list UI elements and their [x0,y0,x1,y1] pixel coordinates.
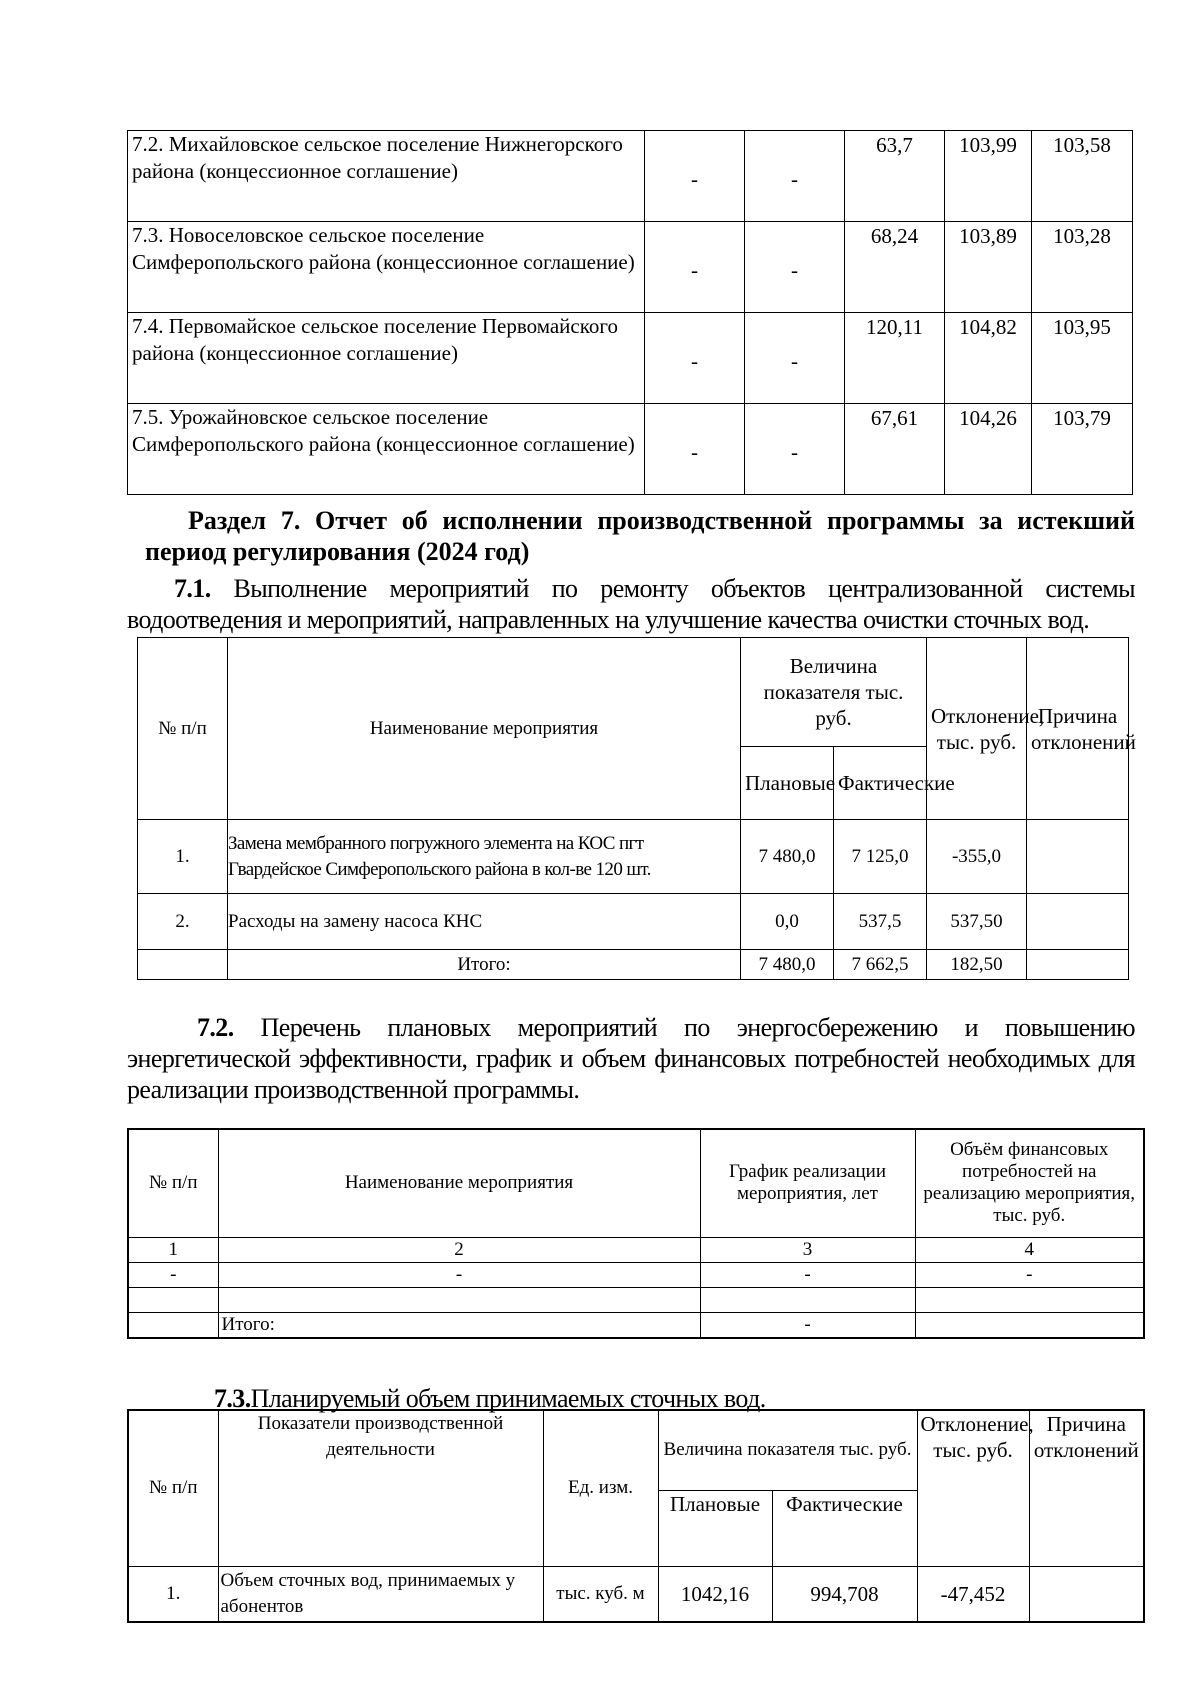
paragraph-7-2 [127,1012,1135,1105]
header-reason: Причина отклонений [1027,638,1129,820]
header-unit: Ед. изм. [543,1410,658,1566]
total-label: Итого: [218,1312,700,1338]
paragraph-7-1-line2: водоотведения и мероприятий, направленных на улучшение качества очистки сточных вод. [127,605,1090,634]
header-plan: Плановые [741,747,834,820]
row-deviation: -355,0 [927,820,1027,894]
header-reason: Причина отклонений [1029,1410,1144,1566]
cell [915,1312,1144,1338]
row-reason [1027,894,1129,950]
total-num [138,950,228,980]
header-indicator: Показатели производственной деятельности [218,1410,543,1566]
concession-table [127,130,1133,495]
cell: - [128,1262,218,1287]
row-plan: 7 480,0 [741,820,834,894]
row-deviation: 537,50 [927,894,1027,950]
table-row [138,820,1129,894]
cell: 120,11 [845,313,945,404]
paragraph-7-1 [127,573,1135,635]
row-plan: 1042,16 [658,1566,772,1622]
cell: - [645,404,745,495]
row-name: Замена мембранного погружного элемента на КОС пгт Гвардейское Симферопольского района в кол-ве 120 шт. [228,820,741,894]
header-deviation: Отклонение, тыс. руб. [927,638,1027,820]
row-unit: тыс. куб. м [543,1566,658,1622]
row-fact: 537,5 [834,894,927,950]
table-header-row [128,1410,1144,1490]
cell: 63,7 [845,131,945,222]
cell: - [645,222,745,313]
header-num: № п/п [128,1410,218,1566]
table-colnum-row [128,1237,1144,1262]
paragraph-7-2-line1 [127,1012,1135,1043]
table-header-row [128,1129,1144,1237]
cell: - [745,404,845,495]
table-total-row [138,950,1129,980]
col-num: 3 [700,1237,915,1262]
repair-measures-table [137,637,1136,980]
col-num: 1 [128,1237,218,1262]
header-value: Величина показателя тыс. руб. [658,1410,917,1490]
paragraph-text: Перечень плановых мероприятий по энергосбережению и повышению [260,1013,1136,1042]
row-reason [1029,1566,1144,1622]
paragraph-text: Планируемый объем принимаемых сточных вод. [250,1384,766,1413]
cell: 103,79 [1032,404,1133,495]
table-header-row [138,638,1129,747]
settlement-name: 7.5. Урожайновское сельское поселение Симферопольского района (концессионное соглашение) [128,404,645,495]
header-volume: Объём финансовых потребностей на реализацию мероприятия, тыс. руб. [915,1129,1144,1237]
row-name: Расходы на замену насоса КНС [228,894,741,950]
row-fact: 994,708 [772,1566,917,1622]
cell [128,1287,218,1312]
table-row [128,1262,1144,1287]
energy-saving-table [127,1128,1145,1339]
cell: 103,95 [1032,313,1133,404]
settlement-name: 7.2. Михайловское сельское поселение Нижнегорского района (концессионное соглашение) [128,131,645,222]
total-deviation: 182,50 [927,950,1027,980]
paragraph-number: 7.3. [214,1384,251,1413]
table-row [128,1287,1144,1312]
row-reason [1027,820,1129,894]
paragraph-7-1-line1 [127,573,1135,604]
cell: 103,99 [945,131,1032,222]
table-total-row [128,1312,1144,1338]
row-indicator: Объем сточных вод, принимаемых у абонентов [218,1566,543,1622]
col-num: 2 [218,1237,700,1262]
table-row [128,1566,1144,1622]
cell: 68,24 [845,222,945,313]
cell: - [745,222,845,313]
settlement-name: 7.3. Новоселовское сельское поселение Симферопольского района (концессионное соглашение) [128,222,645,313]
cell [700,1287,915,1312]
cell: - [645,131,745,222]
header-schedule: График реализации мероприятия, лет [700,1129,915,1237]
total-reason [1027,950,1129,980]
header-plan: Плановые [658,1490,772,1566]
cell: 104,26 [945,404,1032,495]
cell [218,1287,700,1312]
header-value: Величина показателя тыс. руб. [741,638,927,747]
table-row [128,222,1133,313]
settlement-name: 7.4. Первомайское сельское поселение Первомайского района (концессионное соглашение) [128,313,645,404]
paragraph-7-2-line2: энергетической эффективности, график и объем финансовых потребностей необходимых для реализации производственной программы. [127,1044,1135,1104]
table-row [128,404,1133,495]
total-plan: 7 480,0 [741,950,834,980]
total-schedule: - [700,1312,915,1338]
cell: 103,89 [945,222,1032,313]
total-fact: 7 662,5 [834,950,927,980]
cell: - [218,1262,700,1287]
row-num: 2. [138,894,228,950]
header-num: № п/п [128,1129,218,1237]
cell: 103,58 [1032,131,1133,222]
cell: - [645,313,745,404]
total-label: Итого: [228,950,741,980]
cell: 103,28 [1032,222,1133,313]
wastewater-volume-table [127,1409,1145,1623]
cell: - [915,1262,1144,1287]
header-deviation: Отклонение, тыс. руб. [917,1410,1029,1566]
row-num: 1. [138,820,228,894]
header-num: № п/п [138,638,228,820]
table-row [128,313,1133,404]
header-name: Наименование мероприятия [228,638,741,820]
cell: - [745,313,845,404]
paragraph-number: 7.2. [197,1013,234,1042]
row-fact: 7 125,0 [834,820,927,894]
header-fact: Фактические [834,747,927,820]
header-name: Наименование мероприятия [218,1129,700,1237]
section-heading-line2: период регулирования (2024 год) [145,537,530,566]
cell: 67,61 [845,404,945,495]
section-heading-line1: Раздел 7. Отчет об исполнении производственной программы за истекший [188,506,1135,535]
col-num: 4 [915,1237,1144,1262]
row-plan: 0,0 [741,894,834,950]
paragraph-text: Выполнение мероприятий по ремонту объектов централизованной системы [233,574,1135,603]
paragraph-number: 7.1. [174,574,211,603]
table-row [128,131,1133,222]
section-heading [145,505,1135,567]
cell [915,1287,1144,1312]
table-row [138,894,1129,950]
cell: - [700,1262,915,1287]
row-num: 1. [128,1566,218,1622]
cell: 104,82 [945,313,1032,404]
cell [128,1312,218,1338]
header-fact: Фактические [772,1490,917,1566]
cell: - [745,131,845,222]
row-deviation: -47,452 [917,1566,1029,1622]
